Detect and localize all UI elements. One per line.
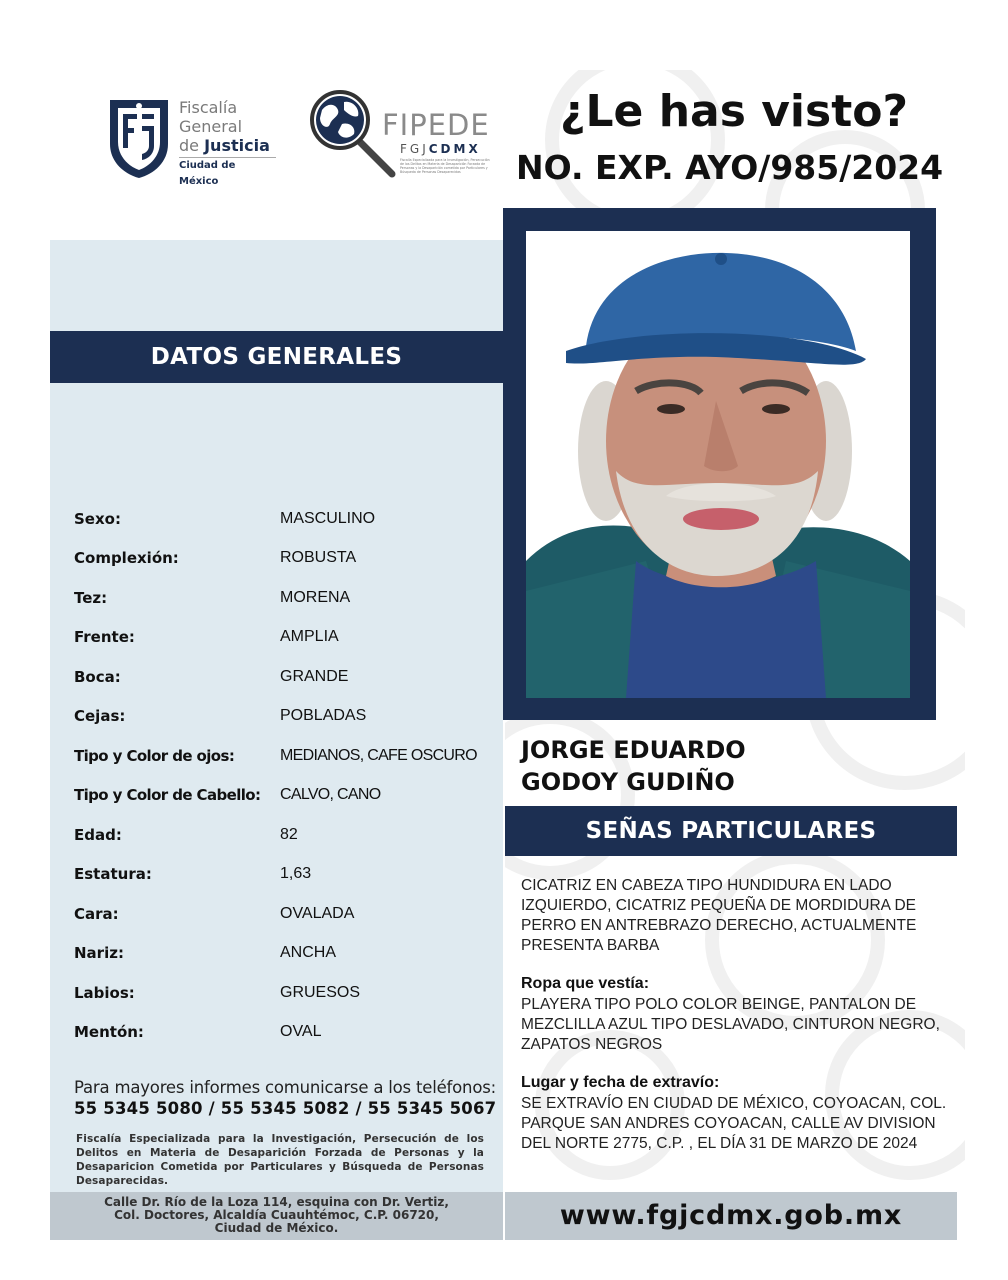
fipede-title: FIPEDE xyxy=(382,108,490,142)
attr-label: Tipo y Color de Cabello: xyxy=(74,786,261,804)
attr-row-ojos xyxy=(74,744,494,768)
attr-row-edad xyxy=(74,823,494,847)
contact-intro: Para mayores informes comunicarse a los teléfonos: xyxy=(74,1078,496,1097)
address-line: Ciudad de México. xyxy=(214,1221,339,1235)
attr-label: Boca: xyxy=(74,668,121,686)
attr-row-labios xyxy=(74,981,494,1005)
fgj-shield-icon xyxy=(106,96,172,180)
attr-row-cabello xyxy=(74,783,494,807)
attr-row-cara xyxy=(74,902,494,926)
attr-value: AMPLIA xyxy=(280,628,339,645)
place-heading: Lugar y fecha de extravío: xyxy=(521,1074,720,1091)
attr-row-nariz xyxy=(74,941,494,965)
fgj-line3-strong: Justicia xyxy=(204,136,270,155)
attr-row-frente xyxy=(74,625,494,649)
attr-value: OVAL xyxy=(280,1023,322,1040)
attr-label: Nariz: xyxy=(74,944,124,962)
attr-value: POBLADAS xyxy=(280,707,367,724)
fgj-line1: Fiscalía xyxy=(179,98,238,117)
address-line: Calle Dr. Río de la Loza 114, esquina con Dr. Vertiz, xyxy=(104,1195,449,1209)
senas-description: CICATRIZ EN CABEZA TIPO HUNDIDURA EN LADO IZQUIERDO, CICATRIZ PEQUEÑA DE MORDIDURA DE PERRO EN ANTREBRAZO DERECHO, ACTUALMENTE PRESENTA BARBA xyxy=(521,877,917,954)
attr-label: Tipo y Color de ojos: xyxy=(74,747,235,765)
attr-label: Frente: xyxy=(74,628,135,646)
fipede-fine-print: Fiscalía Especializada para la Investigación, Persecución de los Delitos en Materia de Desaparición Forzada de Personas y la Desaparición cometida por Particulares y Búsqueda de Personas Desaparecidas xyxy=(400,158,490,174)
attr-value: OVALADA xyxy=(280,905,355,922)
attr-label: Cejas: xyxy=(74,707,126,725)
fgj-logo xyxy=(106,96,276,187)
contact-phones[interactable]: 55 5345 5080 / 55 5345 5082 / 55 5345 5067 xyxy=(74,1099,497,1118)
file-number: NO. EXP. AYO/985/2024 xyxy=(516,148,944,187)
attr-value: MEDIANOS, CAFE OSCURO xyxy=(280,747,477,764)
headline: ¿Le has visto? xyxy=(560,86,908,137)
attr-value: MASCULINO xyxy=(280,510,376,527)
attr-label: Complexión: xyxy=(74,549,179,567)
attr-value: ROBUSTA xyxy=(280,549,357,566)
person-name xyxy=(521,734,746,798)
senas-particulares-title: SEÑAS PARTICULARES xyxy=(505,806,957,856)
fiscalia-note: Fiscalía Especializada para la Investigación, Persecución de los Delitos en Materia de Desaparición Forzada de Personas y la Desaparicion Cometida por Particulares y Búsqueda de Personas Desaparecidas. xyxy=(76,1133,484,1187)
attr-label: Sexo: xyxy=(74,510,121,528)
attr-value: GRUESOS xyxy=(280,984,361,1001)
attr-row-complexion xyxy=(74,546,494,570)
missing-person-photo xyxy=(526,231,910,698)
fgj-city: Ciudad de México xyxy=(179,157,276,190)
person-name-line2: GODOY GUDIÑO xyxy=(521,768,735,796)
fipede-logo xyxy=(308,88,504,188)
attr-value: MORENA xyxy=(280,589,351,606)
fipede-sub-strong: CDMX xyxy=(428,142,481,156)
attr-row-sexo xyxy=(74,507,494,531)
attr-value: GRANDE xyxy=(280,668,349,685)
person-name-line1: JORGE EDUARDO xyxy=(521,736,746,764)
fgj-line2: General xyxy=(179,117,243,136)
attr-label: Estatura: xyxy=(74,865,152,883)
place-description: SE EXTRAVÍO EN CIUDAD DE MÉXICO, COYOACAN, COL. PARQUE SAN ANDRES COYOACAN, CALLE AV DIVISION DEL NORTE 2775, C.P. , EL DÍA 31 DE MARZO DE 2024 xyxy=(521,1095,947,1152)
fgj-wordmark xyxy=(179,98,276,190)
attr-row-tez xyxy=(74,586,494,610)
address-line: Col. Doctores, Alcaldía Cuauhtémoc, C.P. 06720, xyxy=(114,1208,439,1222)
clothing-heading: Ropa que vestía: xyxy=(521,975,650,992)
datos-generales-title: DATOS GENERALES xyxy=(50,331,503,383)
attr-row-estatura xyxy=(74,862,494,886)
attr-value: 1,63 xyxy=(280,865,312,882)
attr-row-cejas xyxy=(74,704,494,728)
website-link[interactable]: www.fgjcdmx.gob.mx xyxy=(505,1192,957,1240)
address-bar xyxy=(50,1192,503,1240)
attr-label: Cara: xyxy=(74,905,119,923)
attr-row-boca xyxy=(74,665,494,689)
clothing-description: PLAYERA TIPO POLO COLOR BEINGE, PANTALON DE MEZCLILLA AZUL TIPO DESLAVADO, CINTURON NEGRO, ZAPATOS NEGROS xyxy=(521,996,940,1053)
attr-label: Mentón: xyxy=(74,1023,144,1041)
attr-label: Tez: xyxy=(74,589,108,607)
attr-value: CALVO, CANO xyxy=(280,786,381,803)
fgj-line3-prefix: de xyxy=(179,136,205,155)
fipede-sub-prefix: FGJ xyxy=(400,142,429,156)
attr-value: 82 xyxy=(280,826,298,843)
attr-label: Edad: xyxy=(74,826,122,844)
attr-row-menton xyxy=(74,1020,494,1044)
fgj-line3 xyxy=(179,136,276,155)
attr-label: Labios: xyxy=(74,984,135,1002)
person-portrait-icon xyxy=(526,231,910,698)
attr-value: ANCHA xyxy=(280,944,337,961)
fipede-subtitle xyxy=(400,142,481,156)
